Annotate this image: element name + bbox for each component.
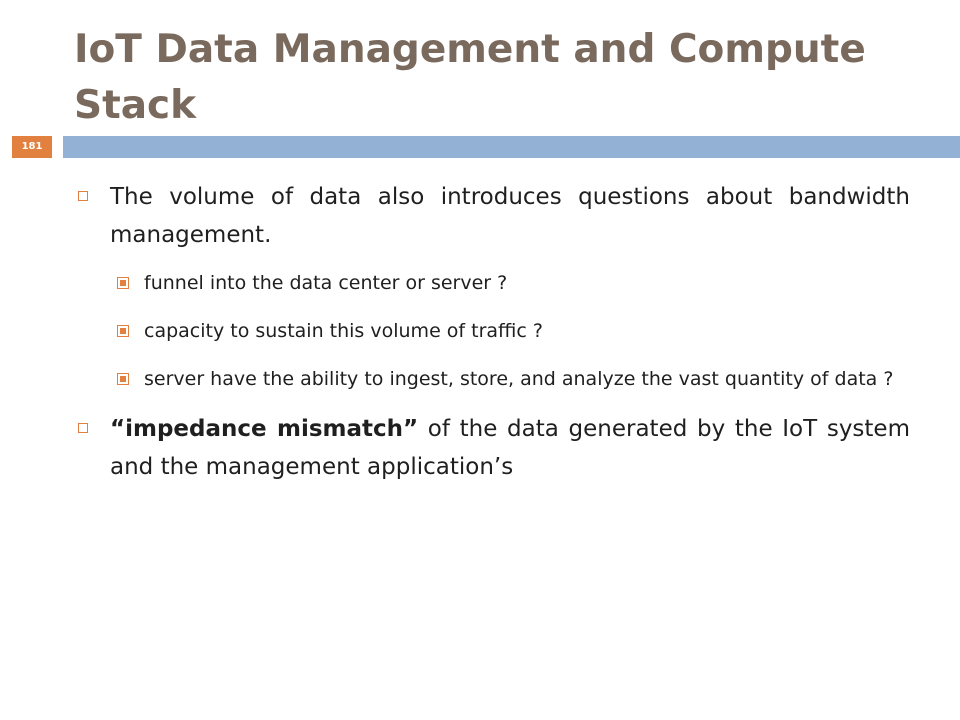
filled-square-bullet-icon [117,325,129,337]
sub-bullet-list [72,266,910,396]
sub-bullet-item [72,362,910,396]
bullet-text: The volume of data also introduces questions about bandwidth management. [110,184,910,248]
bullet-impedance-mismatch [72,410,910,486]
hollow-square-bullet-icon [78,191,88,201]
sub-bullet-text: server have the ability to ingest, store, and analyze the vast quantity of data ? [144,368,894,390]
bullet-bandwidth [72,178,910,254]
sub-bullet-text: funnel into the data center or server ? [144,272,508,294]
title-divider-bar [63,136,960,158]
sub-bullet-item [72,266,910,300]
slide-content [72,178,910,486]
filled-square-bullet-icon [117,373,129,385]
bullet-emphasis-text: “impedance mismatch” [110,416,419,442]
sub-bullet-item [72,314,910,348]
hollow-square-bullet-icon [78,423,88,433]
filled-square-bullet-icon [117,277,129,289]
bullet-text: of the data generated by the IoT system and the management application’s [110,416,910,480]
slide-number-badge: 181 [12,136,52,158]
sub-bullet-text: capacity to sustain this volume of traffic ? [144,320,543,342]
slide-title: IoT Data Management and Compute Stack [74,27,866,128]
